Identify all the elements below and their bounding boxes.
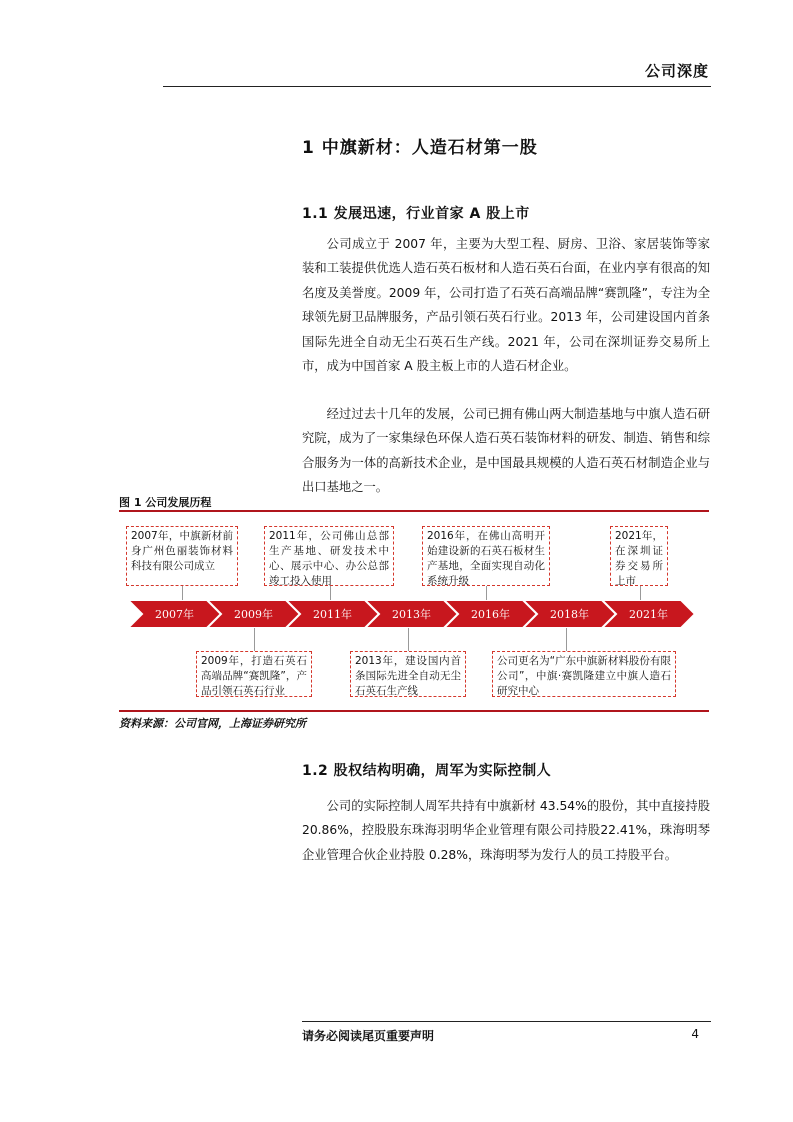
figure-title: 图 1 公司发展历程 — [119, 496, 212, 509]
section-1-title: 1 中旗新材：人造石材第一股 — [302, 138, 538, 158]
timeline-year-label: 2009年 — [234, 608, 273, 621]
connector-2007 — [182, 586, 183, 600]
footer-rule — [302, 1021, 711, 1022]
connector-2016 — [486, 586, 487, 600]
event-box-2007: 2007年，中旗新材前身广州色丽装饰材料科技有限公司成立 — [126, 526, 238, 586]
connector-2018 — [566, 628, 567, 651]
paragraph-company-history: 公司成立于 2007 年，主要为大型工程、厨房、卫浴、家居装饰等家装和工装提供优选人造石英石板材和人造石英石台面，在业内享有很高的知名度及美誉度。2009 年，公司打造了石英石高端品牌“赛凯隆”，专注为全球领先厨卫品牌服务，产品引领石英石行业。2013 年，公司建设国内首条国际先进全自动无尘石英石生产线。2021 年，公司在深圳证券交易所上市，成为中国首家 A 股主板上市的人造石材企业。 — [302, 237, 710, 374]
paragraph-company-development: 经过过去十几年的发展，公司已拥有佛山两大制造基地与中旗人造石研究院，成为了一家集绿色环保人造石英石装饰材料的研发、制造、销售和综合服务为一体的高新技术企业，是中国最具规模的人造石英石材制造企业与出口基地之一。 — [302, 407, 710, 495]
timeline-year-label: 2013年 — [392, 608, 431, 621]
page-number: 4 — [691, 1027, 699, 1041]
connector-2011 — [330, 586, 331, 600]
connector-2009 — [254, 628, 255, 651]
timeline-year-label: 2018年 — [550, 608, 589, 621]
event-box-2016: 2016年，在佛山高明开始建设新的石英石板材生产基地，全面实现自动化系统升级 — [422, 526, 550, 586]
connector-2021 — [640, 586, 641, 600]
timeline-year-label: 2011年 — [313, 608, 352, 621]
event-box-2018: 公司更名为“广东中旗新材料股份有限公司”，中旗·赛凯隆建立中旗人造石研究中心 — [492, 651, 676, 697]
figure-source: 资料来源：公司官网，上海证券研究所 — [119, 717, 306, 730]
event-box-2009: 2009年，打造石英石高端品牌“赛凯隆”，产品引领石英石行业 — [196, 651, 312, 697]
event-box-2013: 2013年，建设国内首条国际先进全自动无尘石英石生产线 — [350, 651, 466, 697]
section-1-1-title: 1.1 发展迅速，行业首家 A 股上市 — [302, 206, 530, 222]
footer-notice: 请务必阅读尾页重要声明 — [302, 1029, 435, 1043]
timeline-year-label: 2016年 — [471, 608, 510, 621]
timeline-year-label: 2021年 — [629, 608, 668, 621]
event-box-2011: 2011年，公司佛山总部生产基地、研发技术中心、展示中心、办公总部竣工投入使用 — [264, 526, 394, 586]
figure-bottom-rule — [119, 710, 709, 712]
paragraph-shareholding: 公司的实际控制人周军共持有中旗新材 43.54%的股份，其中直接持股 20.86%，控股股东珠海羽明华企业管理有限公司持股22.41%，珠海明琴企业管理合伙企业持股 0.28%，珠海明琴为发行人的员工持股平台。 — [302, 799, 710, 862]
event-box-2021: 2021年，在深圳证券交易所上市 — [610, 526, 668, 586]
section-1-2-title: 1.2 股权结构明确，周军为实际控制人 — [302, 763, 552, 779]
timeline-year-label: 2007年 — [155, 608, 194, 621]
connector-2013 — [408, 628, 409, 651]
header-label: 公司深度 — [644, 62, 709, 80]
